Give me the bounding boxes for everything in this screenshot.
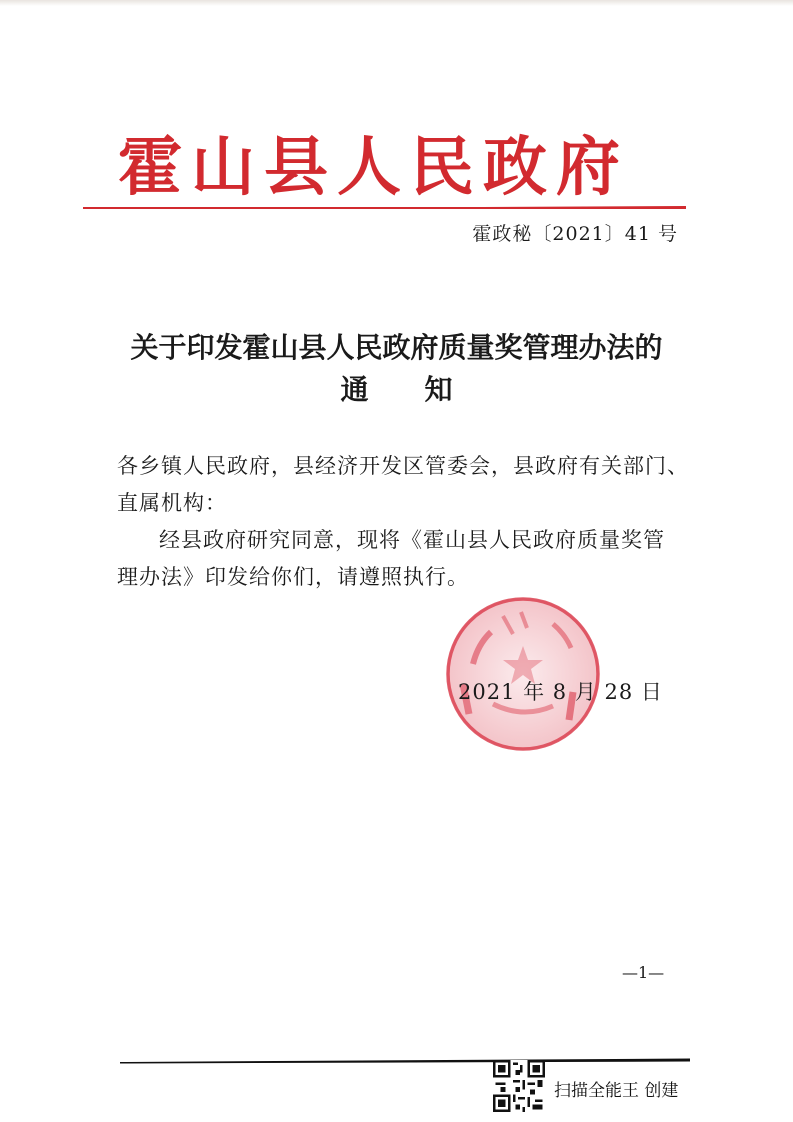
qr-code-icon [493, 1060, 545, 1112]
addressee-paragraph: 各乡镇人民政府，县经济开发区管委会，县政府有关部门、直属机构： [117, 454, 689, 515]
notice-title-line-2: 通 知 [340, 373, 453, 406]
official-seal-stamp [443, 594, 603, 754]
scan-top-edge [0, 0, 793, 6]
document-number: 霍政秘〔2021〕41 号 [472, 223, 678, 245]
header-red-rule [83, 206, 686, 209]
signature-date: 2021 年 8 月 28 日 [458, 680, 663, 704]
issuer-header-title: 霍山县人民政府 [118, 130, 629, 205]
notice-title-line-1: 关于印发霍山县人民政府质量奖管理办法的 [130, 331, 663, 364]
scanner-brand-label: 扫描全能王 创建 [554, 1081, 679, 1101]
body-paragraph: 经县政府研究同意，现将《霍山县人民政府质量奖管理办法》印发给你们，请遵照执行。 [117, 528, 665, 589]
page-number: —1— [622, 963, 665, 982]
footer-black-rule [120, 1058, 690, 1064]
